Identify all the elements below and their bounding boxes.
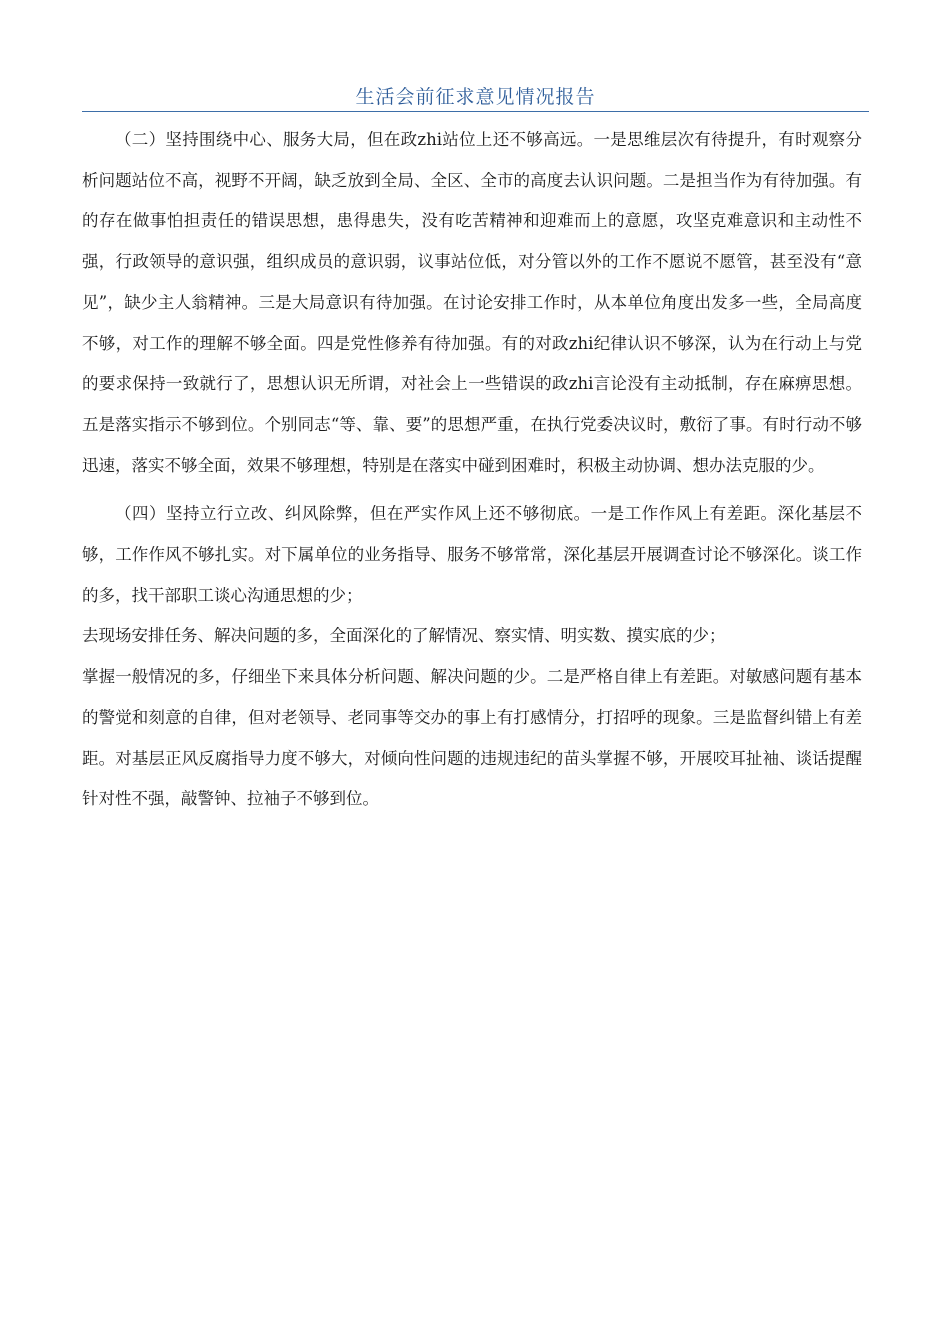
document-body	[82, 120, 862, 820]
page-header	[82, 82, 869, 112]
page-title: 生活会前征求意见情况报告	[355, 86, 596, 108]
paragraph-section-four: （四）坚持立行立改、纠风除弊，但在严实作风上还不够彻底。一是工作作风上有差距。深化基层不够，工作作风不够扎实。对下属单位的业务指导、服务不够常常，深化基层开展调查讨论不够深化。谈工作的多，找干部职工谈心沟通思想的少；	[82, 504, 862, 605]
paragraph-section-two: （二）坚持围绕中心、服务大局，但在政zhi站位上还不够高远。一是思维层次有待提升，有时观察分析问题站位不高，视野不开阔，缺乏放到全局、全区、全市的高度去认识问题。二是担当作为有待加强。有的存在做事怕担责任的错误思想，患得患失，没有吃苦精神和迎难而上的意愿，攻坚克难意识和主动性不强，行政领导的意识强，组织成员的意识弱，议事站位低，对分管以外的工作不愿说不愿管，甚至没有“意见”，缺少主人翁精神。三是大局意识有待加强。在讨论安排工作时，从本单位角度出发多一些，全局高度不够，对工作的理解不够全面。四是党性修养有待加强。有的对政zhi纪律认识不够深，认为在行动上与党的要求保持一致就行了，思想认识无所谓，对社会上一些错误的政zhi言论没有主动抵制，存在麻痹思想。五是落实指示不够到位。个别同志“等、靠、要”的思想严重，在执行党委决议时，敷衍了事。有时行动不够迅速，落实不够全面，效果不够理想，特别是在落实中碰到困难时，积极主动协调、想办法克服的少。	[82, 130, 862, 475]
paragraph-continuation-2: 掌握一般情况的多，仔细坐下来具体分析问题、解决问题的少。二是严格自律上有差距。对敏感问题有基本的警觉和刻意的自律，但对老领导、老同事等交办的事上有打感情分，打招呼的现象。三是监督纠错上有差距。对基层正风反腐指导力度不够大，对倾向性问题的违规违纪的苗头掌握不够，开展咬耳扯袖、谈话提醒针对性不强，敲警钟、拉袖子不够到位。	[82, 667, 862, 809]
paragraph-continuation-1: 去现场安排任务、解决问题的多，全面深化的了解情况、察实情、明实数、摸实底的少；	[82, 626, 726, 646]
